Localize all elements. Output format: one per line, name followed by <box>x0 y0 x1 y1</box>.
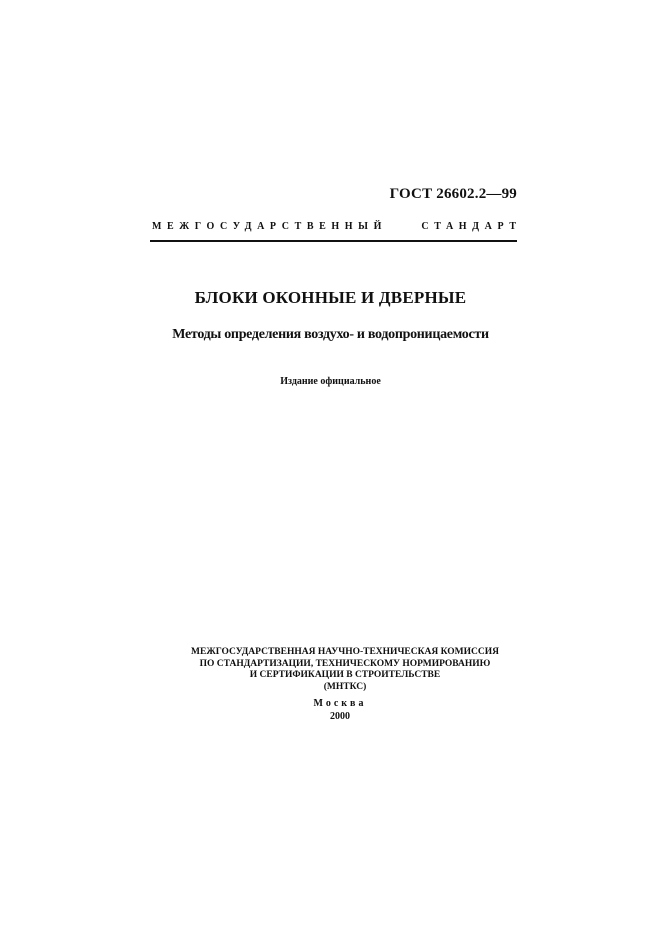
publisher-line-4: (МНТКС) <box>323 681 367 692</box>
standard-type-line <box>152 221 522 232</box>
publication-year: 2000 <box>330 711 350 722</box>
gost-number: ГОСТ 26602.2—99 <box>389 186 517 202</box>
standard-type-word-1: МЕЖГОСУДАРСТВЕННЫЙ <box>152 221 387 232</box>
edition-label: Издание официальное <box>280 376 381 387</box>
document-subtitle: Методы определения воздухо- и водопроницаемости <box>172 327 489 342</box>
publisher-line-3: И СЕРТИФИКАЦИИ В СТРОИТЕЛЬСТВЕ <box>249 670 441 680</box>
publication-city: Москва <box>313 698 367 709</box>
publisher-line-1: МЕЖГОСУДАРСТВЕННАЯ НАУЧНО-ТЕХНИЧЕСКАЯ КОМИССИЯ <box>191 647 499 657</box>
publisher-block <box>0 647 661 693</box>
publisher-line-2: ПО СТАНДАРТИЗАЦИИ, ТЕХНИЧЕСКОМУ НОРМИРОВАНИЮ <box>199 658 491 669</box>
document-title: БЛОКИ ОКОННЫЕ И ДВЕРНЫЕ <box>194 288 467 307</box>
standard-type-word-2: СТАНДАРТ <box>421 221 522 232</box>
header-rule <box>150 240 517 242</box>
